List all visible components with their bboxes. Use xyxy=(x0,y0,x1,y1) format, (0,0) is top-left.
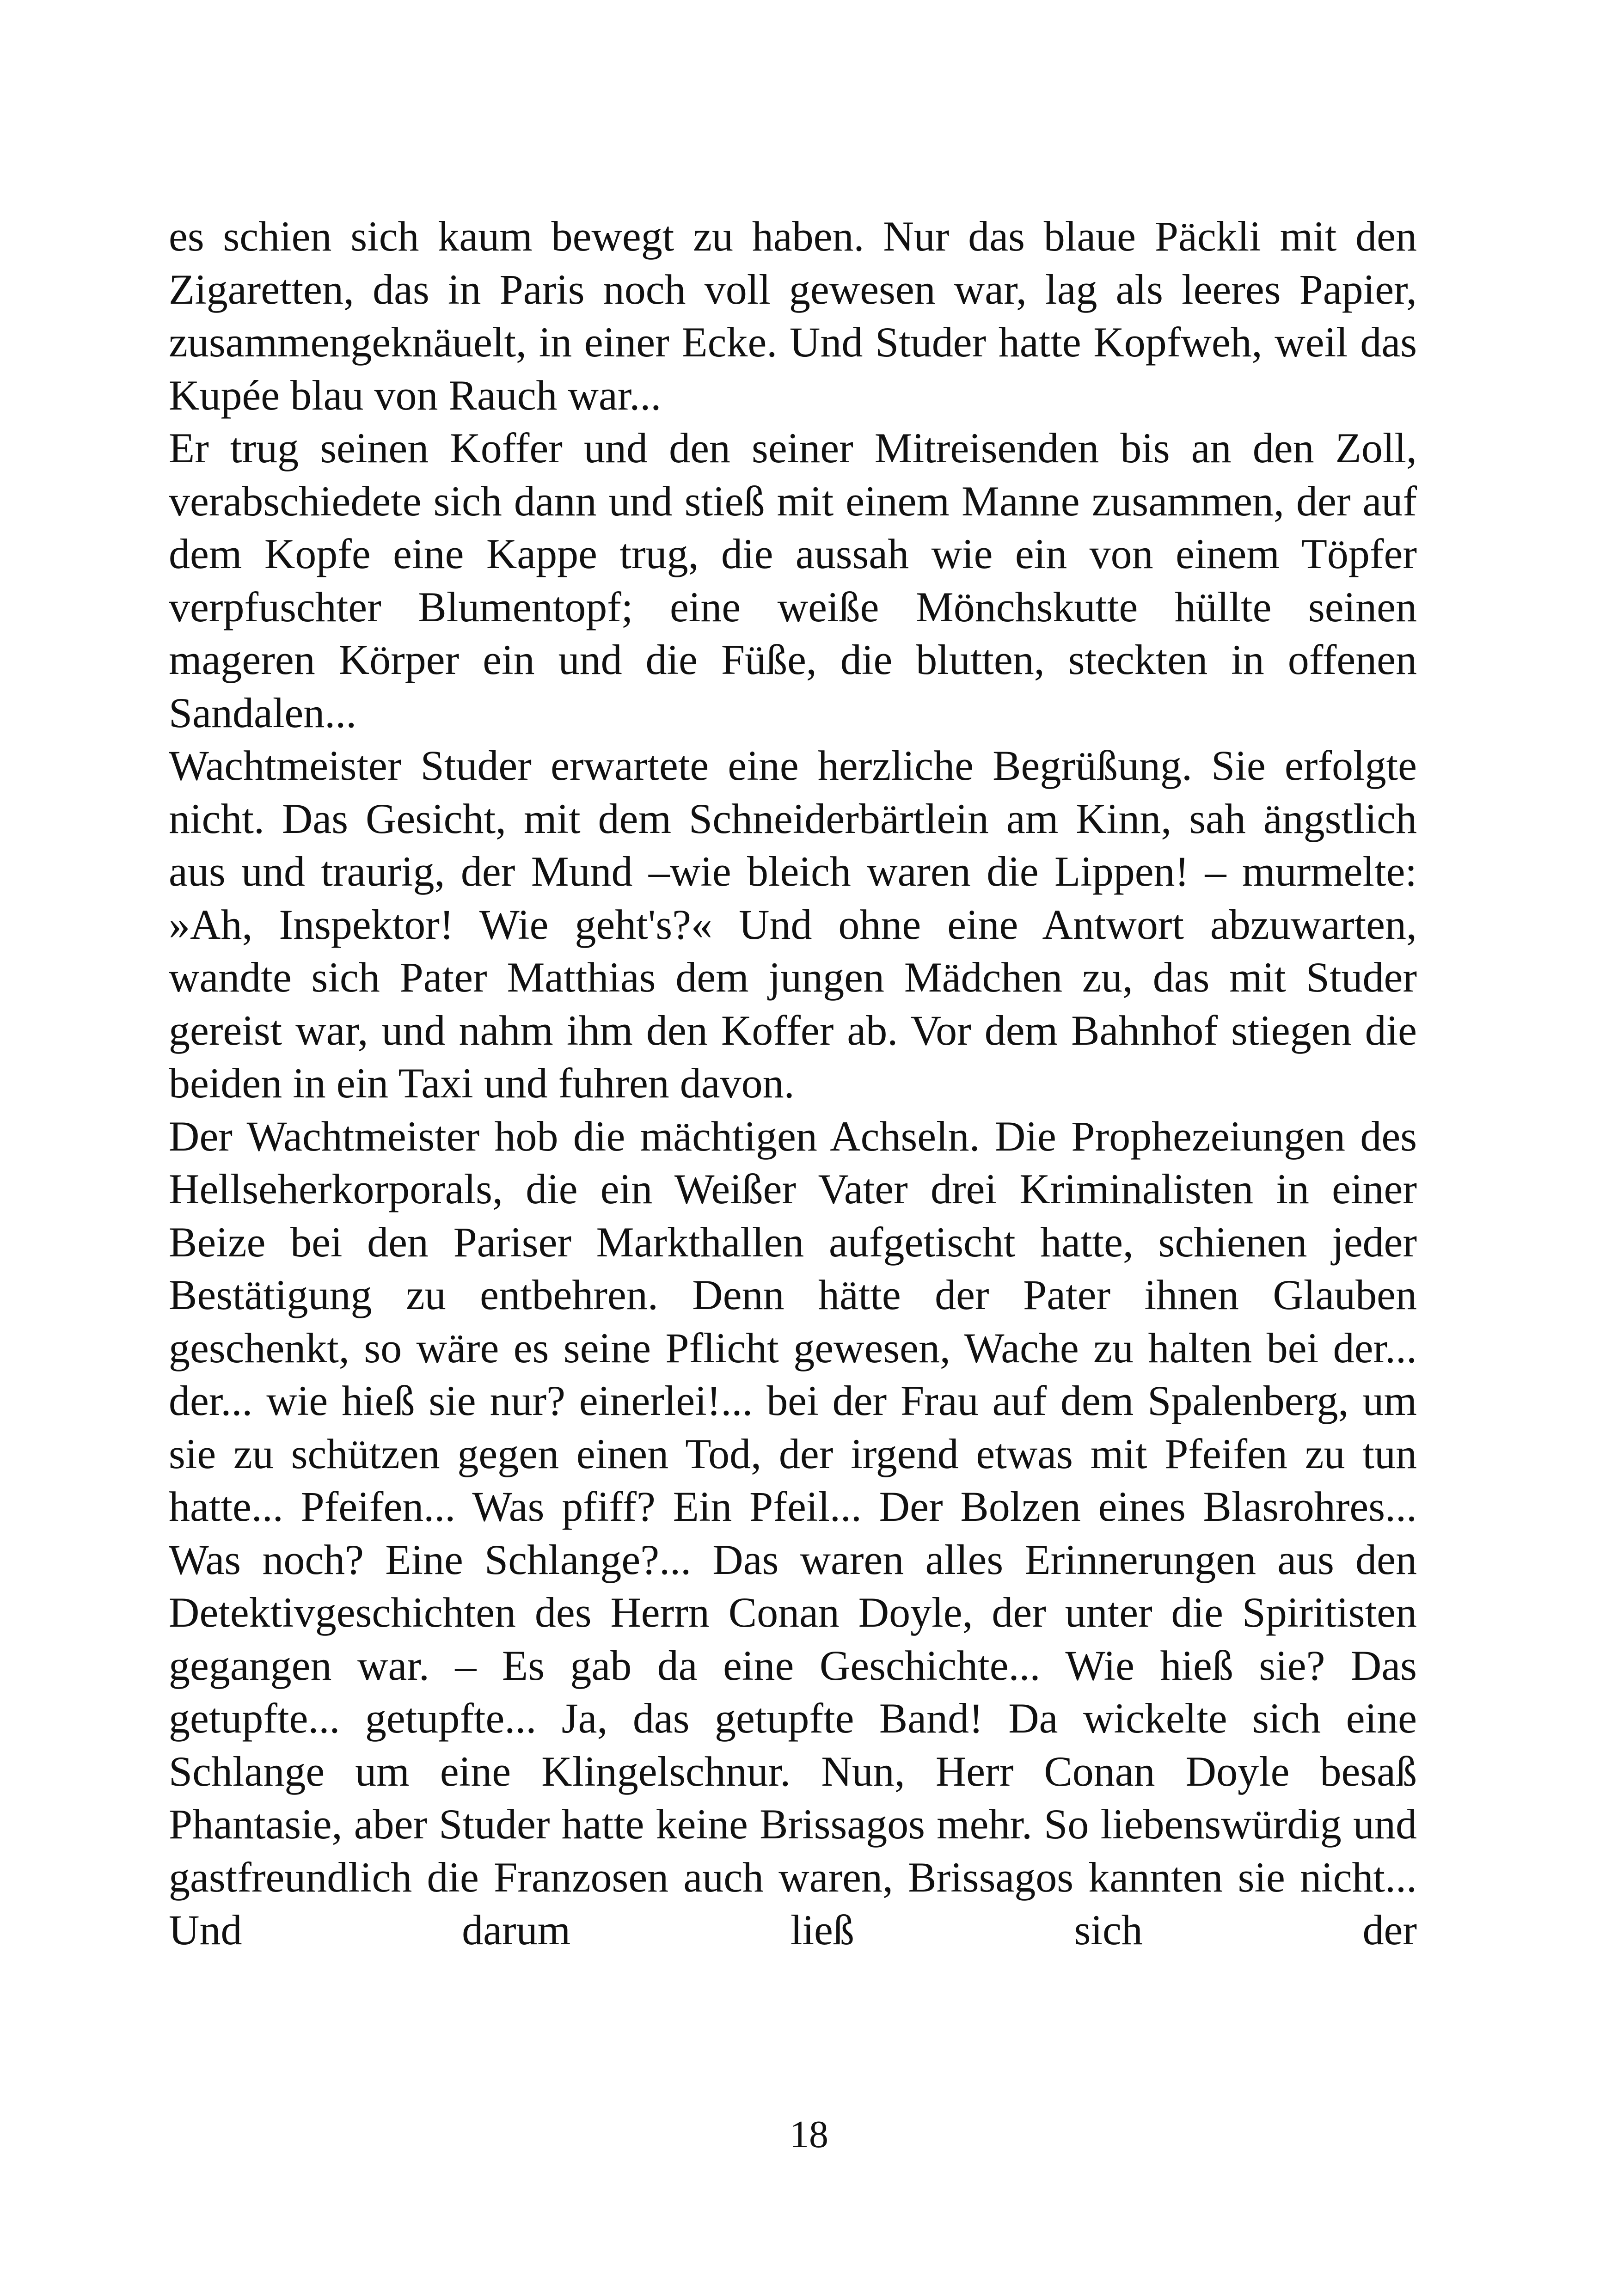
paragraph-2: Er trug seinen Koffer und den seiner Mitreisenden bis an den Zoll, verabschiedete sich dann und stieß mit einem Manne zusammen, der auf dem Kopfe eine Kappe trug, die aussah wie ein von einem Töpfer verpfuschter Blumentopf; eine weiße Mönchskutte hüllte seinen mageren Körper ein und die Füße, die blutten, steckten in offenen Sandalen... xyxy=(169,424,1417,736)
page-number: 18 xyxy=(790,2113,828,2156)
body-text xyxy=(169,210,1417,1957)
paragraph-4: Der Wachtmeister hob die mächtigen Achseln. Die Prophezeiungen des Hellseherkorporals, die ein Weißer Vater drei Kriminalisten in einer Beize bei den Pariser Markthallen aufgetischt hatte, schienen jeder Bestätigung zu entbehren. Denn hätte der Pater ihnen Glauben geschenkt, so wäre es seine Pflicht gewesen, Wache zu halten bei der... der... wie hieß sie nur? einerlei!... bei der Frau auf dem Spalenberg, um sie zu schützen gegen einen Tod, der irgend etwas mit Pfeifen zu tun hatte... Pfeifen... Was pfiff? Ein Pfeil... Der Bolzen eines Blasrohres... Was noch? Eine Schlange?... Das waren alles Erinnerungen aus den Detektivgeschichten des Herrn Conan Doyle, der unter die Spiritisten gegangen war. – Es gab da eine Geschichte... Wie hieß sie? Das getupfte... getupfte... Ja, das getupfte Band! Da wickelte sich eine Schlange um eine Klingelschnur. Nun, Herr Conan Doyle besaß Phantasie, aber Studer hatte keine Brissagos mehr. So liebenswürdig und gastfreundlich die Franzosen auch waren, Brissagos kannten sie nicht... Und darum ließ sich der xyxy=(169,1112,1417,1953)
paragraph-3: Wachtmeister Studer erwartete eine herzliche Begrüßung. Sie erfolgte nicht. Das Gesicht, mit dem Schneiderbärtlein am Kinn, sah ängstlich aus und traurig, der Mund –wie bleich waren die Lippen! – murmelte: »Ah, Inspektor! Wie geht's?« Und ohne eine Antwort abzuwarten, wandte sich Pater Matthias dem jungen Mädchen zu, das mit Studer gereist war, und nahm ihm den Koffer ab. Vor dem Bahnhof stiegen die beiden in ein Taxi und fuhren davon. xyxy=(169,742,1417,1107)
paragraph-1: es schien sich kaum bewegt zu haben. Nur das blaue Päckli mit den Zigaretten, das in Paris noch voll gewesen war, lag als leeres Papier, zusammengeknäuelt, in einer Ecke. Und Studer hatte Kopfweh, weil das Kupée blau von Rauch war... xyxy=(169,213,1417,419)
